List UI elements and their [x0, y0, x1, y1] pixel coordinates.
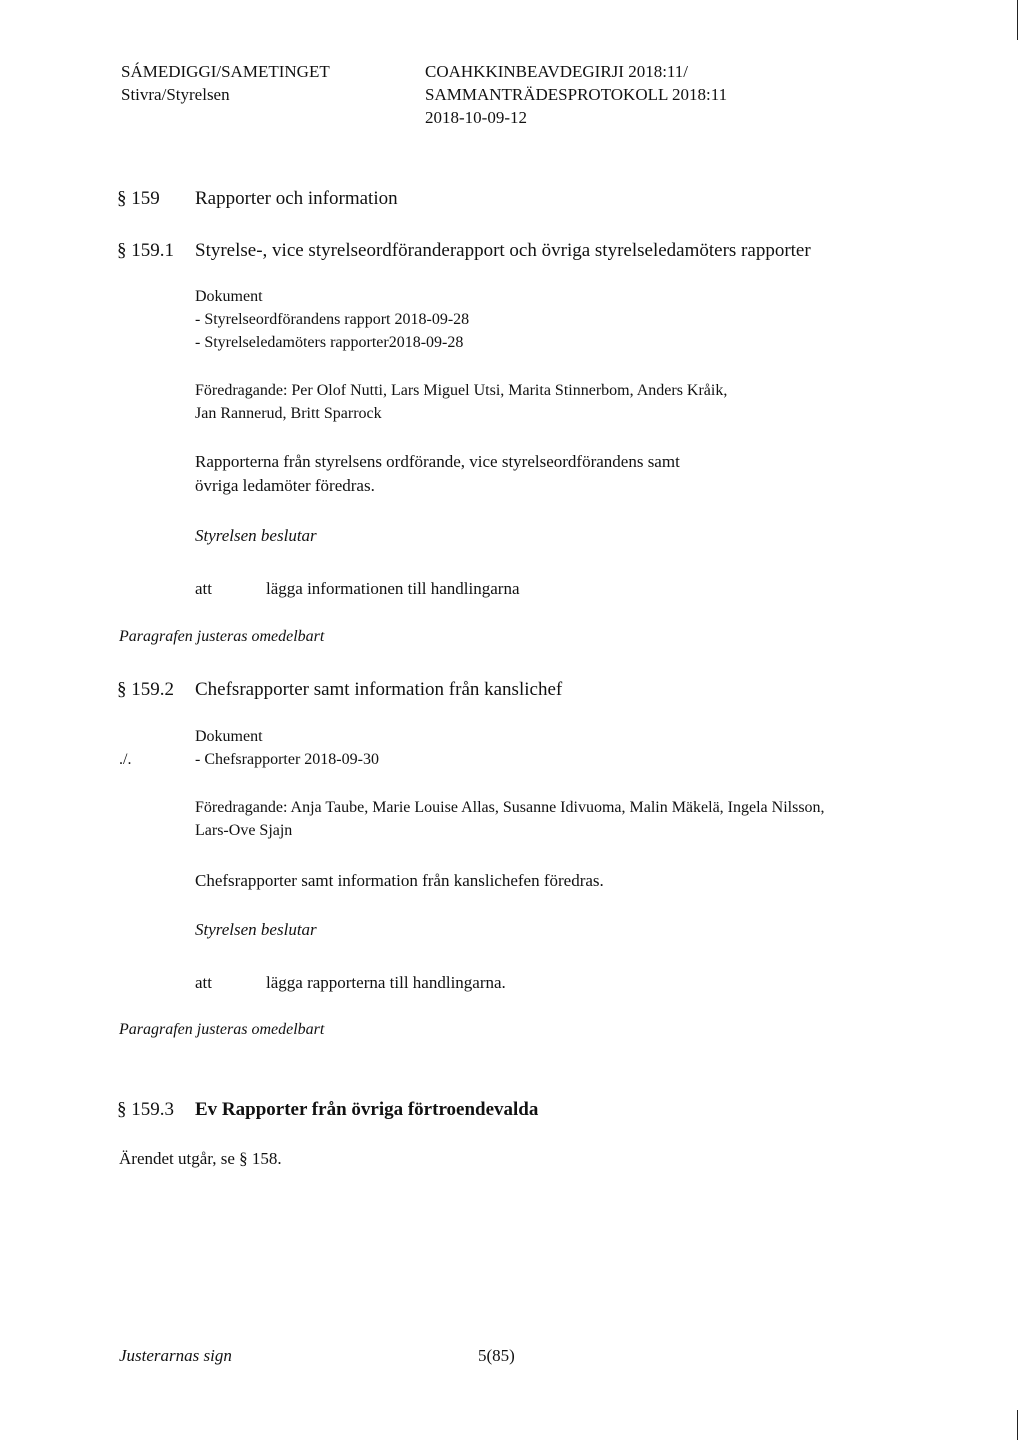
decision-att: att	[195, 579, 212, 598]
summary-text: Rapporterna från styrelsens ordförande, vice styrelseordförandens samt	[195, 452, 680, 471]
decision-text: lägga informationen till handlingarna	[266, 579, 520, 598]
protocol-date: 2018-10-09-12	[425, 108, 527, 127]
presenters-continued: Jan Rannerud, Britt Sparrock	[195, 405, 382, 422]
justification-note: Paragrafen justeras omedelbart	[119, 628, 325, 645]
org-unit: Stivra/Styrelsen	[121, 85, 230, 104]
decision-text: lägga rapporterna till handlingarna.	[266, 973, 506, 992]
documents-label: Dokument	[195, 288, 263, 305]
item-withdrawn-note: Ärendet utgår, se § 158.	[119, 1149, 282, 1168]
subsection-title: Styrelse-, vice styrelseordföranderapport och övriga styrelseledamöters rapporter	[195, 240, 811, 261]
decision-att: att	[195, 973, 212, 992]
documents-label: Dokument	[195, 728, 263, 745]
subsection-title: Chefsrapporter samt information från kanslichef	[195, 679, 563, 700]
attachment-mark: ./.	[119, 751, 132, 768]
summary-text: Chefsrapporter samt information från kanslichefen föredras.	[195, 871, 604, 890]
signature-label: Justerarnas sign	[119, 1346, 232, 1365]
scan-edge-line	[1017, 1410, 1018, 1440]
presenters: Föredragande: Per Olof Nutti, Lars Miguel Utsi, Marita Stinnerbom, Anders Kråik,	[195, 382, 728, 399]
document-item: - Styrelseordförandens rapport 2018-09-28	[195, 311, 470, 328]
section-number: § 159	[117, 188, 160, 209]
presenters-continued: Lars-Ove Sjajn	[195, 822, 293, 839]
subsection-number: § 159.3	[117, 1099, 174, 1120]
subsection-number: § 159.2	[117, 679, 174, 700]
protocol-subtitle: SAMMANTRÄDESPROTOKOLL 2018:11	[425, 85, 728, 104]
justification-note: Paragrafen justeras omedelbart	[119, 1021, 325, 1038]
document-item: - Styrelseledamöters rapporter2018-09-28	[195, 334, 464, 351]
scan-edge-line	[1017, 0, 1018, 40]
summary-text-continued: övriga ledamöter föredras.	[195, 476, 375, 495]
subsection-title: Ev Rapporter från övriga förtroendevalda	[195, 1099, 539, 1120]
decision-heading: Styrelsen beslutar	[195, 920, 317, 939]
page-number: 5(85)	[478, 1346, 515, 1365]
document-item: - Chefsrapporter 2018-09-30	[195, 751, 379, 768]
org-name: SÁMEDIGGI/SAMETINGET	[121, 62, 330, 81]
protocol-title: COAHKKINBEAVDEGIRJI 2018:11/	[425, 62, 689, 81]
section-title: Rapporter och information	[195, 188, 398, 209]
subsection-number: § 159.1	[117, 240, 174, 261]
presenters: Föredragande: Anja Taube, Marie Louise Allas, Susanne Idivuoma, Malin Mäkelä, Ingela Nilsson,	[195, 799, 825, 816]
decision-heading: Styrelsen beslutar	[195, 526, 317, 545]
